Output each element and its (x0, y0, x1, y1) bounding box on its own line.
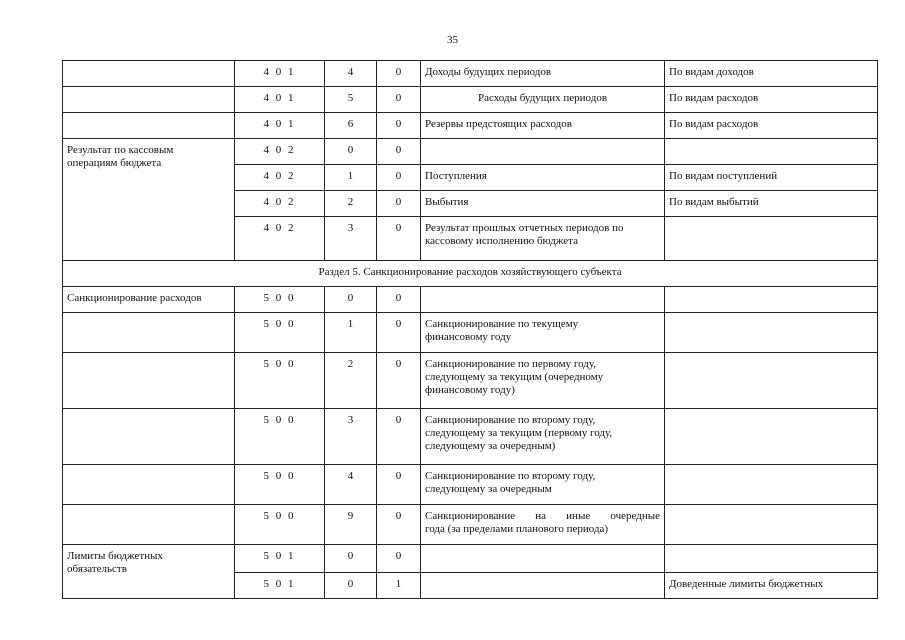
account-description-cell (421, 573, 665, 599)
page-number: 35 (447, 34, 458, 46)
analytic-code-cell: 9 (325, 505, 377, 545)
account-name-cell (63, 61, 235, 87)
sub-code-cell: 0 (377, 87, 421, 113)
sub-code-cell: 1 (377, 573, 421, 599)
description-line: следующему за очередным) (425, 440, 556, 452)
description-line: Санкционирование на иные очередные (425, 510, 660, 522)
description-line: следующему за текущим (первому году, (425, 427, 613, 439)
description-line: Доходы будущих периодов (425, 66, 552, 78)
description-line: Санкционирование по второму году, (425, 414, 596, 426)
table-row (63, 113, 878, 139)
analytics-note-cell (665, 409, 878, 465)
account-description-cell (421, 87, 665, 113)
analytics-note-cell (665, 465, 878, 505)
table-row (63, 139, 878, 165)
account-code-cell: 4 0 2 (235, 217, 325, 261)
analytics-note-cell: По видам доходов (665, 61, 878, 87)
account-name-cell (63, 409, 235, 465)
sub-code-cell: 0 (377, 313, 421, 353)
account-description-cell (421, 313, 665, 353)
table-row (63, 505, 878, 545)
description-line: финансовому году) (425, 384, 515, 396)
sub-code-cell: 0 (377, 191, 421, 217)
account-name-line: Лимиты бюджетных (67, 550, 163, 562)
account-name-cell (63, 545, 235, 599)
account-code-cell: 4 0 2 (235, 165, 325, 191)
account-code-cell: 5 0 0 (235, 409, 325, 465)
description-line: Расходы будущих периодов (477, 92, 608, 104)
analytic-code-cell: 2 (325, 353, 377, 409)
account-code-cell: 4 0 2 (235, 191, 325, 217)
account-description-cell (421, 353, 665, 409)
sub-code-cell: 0 (377, 409, 421, 465)
sub-code-cell: 0 (377, 465, 421, 505)
analytic-code-cell: 4 (325, 465, 377, 505)
table-row (63, 313, 878, 353)
description-line: кассовому исполнению бюджета (425, 235, 578, 247)
description-line: Резервы предстоящих расходов (425, 118, 572, 130)
account-description-cell (421, 191, 665, 217)
analytics-note-cell: Доведенные лимиты бюджетных (665, 573, 878, 599)
analytic-code-cell: 6 (325, 113, 377, 139)
sub-code-cell: 0 (377, 353, 421, 409)
analytic-code-cell: 3 (325, 217, 377, 261)
account-code-cell: 4 0 1 (235, 61, 325, 87)
account-name-line: Результат по кассовым (67, 144, 174, 156)
description-line: финансовому году (425, 331, 512, 343)
analytics-note-cell (665, 287, 878, 313)
analytic-code-cell: 1 (325, 165, 377, 191)
analytics-note-cell: По видам выбытий (665, 191, 878, 217)
analytic-code-cell: 1 (325, 313, 377, 353)
account-name-cell (63, 353, 235, 409)
account-code-cell: 5 0 0 (235, 287, 325, 313)
analytic-code-cell: 0 (325, 287, 377, 313)
description-line: Результат прошлых отчетных периодов по (425, 222, 624, 234)
account-code-cell: 5 0 0 (235, 353, 325, 409)
analytic-code-cell: 4 (325, 61, 377, 87)
analytics-note-cell: По видам расходов (665, 113, 878, 139)
account-name-cell (63, 113, 235, 139)
account-description-cell (421, 465, 665, 505)
account-description-cell (421, 139, 665, 165)
analytics-note-cell (665, 353, 878, 409)
account-name-cell: Санкционирование расходов (63, 287, 235, 313)
account-description-cell (421, 287, 665, 313)
description-line: Санкционирование по первому году, (425, 358, 597, 370)
account-code-cell: 5 0 0 (235, 505, 325, 545)
analytics-note-cell (665, 545, 878, 573)
sub-code-cell: 0 (377, 139, 421, 165)
analytic-code-cell: 0 (325, 545, 377, 573)
account-name-line: операциям бюджета (67, 157, 162, 169)
analytic-code-cell: 2 (325, 191, 377, 217)
description-line: Поступления (425, 170, 487, 182)
account-code-cell: 4 0 2 (235, 139, 325, 165)
sub-code-cell: 0 (377, 217, 421, 261)
account-name-cell (63, 139, 235, 261)
description-line: следующему за текущим (очередному (425, 371, 604, 383)
account-description-cell (421, 113, 665, 139)
table-row (63, 465, 878, 505)
analytic-code-cell: 5 (325, 87, 377, 113)
sub-code-cell: 0 (377, 61, 421, 87)
analytic-code-cell: 0 (325, 573, 377, 599)
table-row (63, 61, 878, 87)
table-row (63, 287, 878, 313)
section-title: Раздел 5. Санкционирование расходов хозяйствующего субъекта (63, 261, 878, 287)
sub-code-cell: 0 (377, 287, 421, 313)
account-name-cell (63, 465, 235, 505)
account-description-cell (421, 217, 665, 261)
sub-code-cell: 0 (377, 545, 421, 573)
description-line: Санкционирование по второму году, (425, 470, 596, 482)
account-name-cell (63, 313, 235, 353)
account-code-cell: 5 0 0 (235, 313, 325, 353)
chart-of-accounts-table (62, 60, 878, 599)
description-line: Выбытия (425, 196, 469, 208)
account-description-cell (421, 409, 665, 465)
analytics-note-cell (665, 313, 878, 353)
account-code-cell: 4 0 1 (235, 113, 325, 139)
account-description-cell (421, 505, 665, 545)
analytics-note-cell (665, 139, 878, 165)
account-code-cell: 5 0 1 (235, 573, 325, 599)
account-code-cell: 5 0 0 (235, 465, 325, 505)
sub-code-cell: 0 (377, 505, 421, 545)
description-line: года (за пределами планового периода) (425, 523, 609, 535)
account-name-cell (63, 87, 235, 113)
analytic-code-cell: 3 (325, 409, 377, 465)
account-name-cell (63, 505, 235, 545)
analytics-note-cell: По видам поступлений (665, 165, 878, 191)
table-row (63, 409, 878, 465)
account-code-cell: 5 0 1 (235, 545, 325, 573)
account-description-cell (421, 61, 665, 87)
account-description-cell (421, 165, 665, 191)
description-line: Санкционирование по текущему (425, 318, 579, 330)
section-header-row (63, 261, 878, 287)
analytic-code-cell: 0 (325, 139, 377, 165)
table-row (63, 87, 878, 113)
table-row (63, 545, 878, 573)
analytics-note-cell: По видам расходов (665, 87, 878, 113)
description-line: следующему за очередным (425, 483, 552, 495)
analytics-note-cell (665, 217, 878, 261)
account-code-cell: 4 0 1 (235, 87, 325, 113)
sub-code-cell: 0 (377, 165, 421, 191)
account-description-cell (421, 545, 665, 573)
analytics-note-cell (665, 505, 878, 545)
table-row (63, 353, 878, 409)
account-name-line: обязательств (67, 563, 127, 575)
sub-code-cell: 0 (377, 113, 421, 139)
